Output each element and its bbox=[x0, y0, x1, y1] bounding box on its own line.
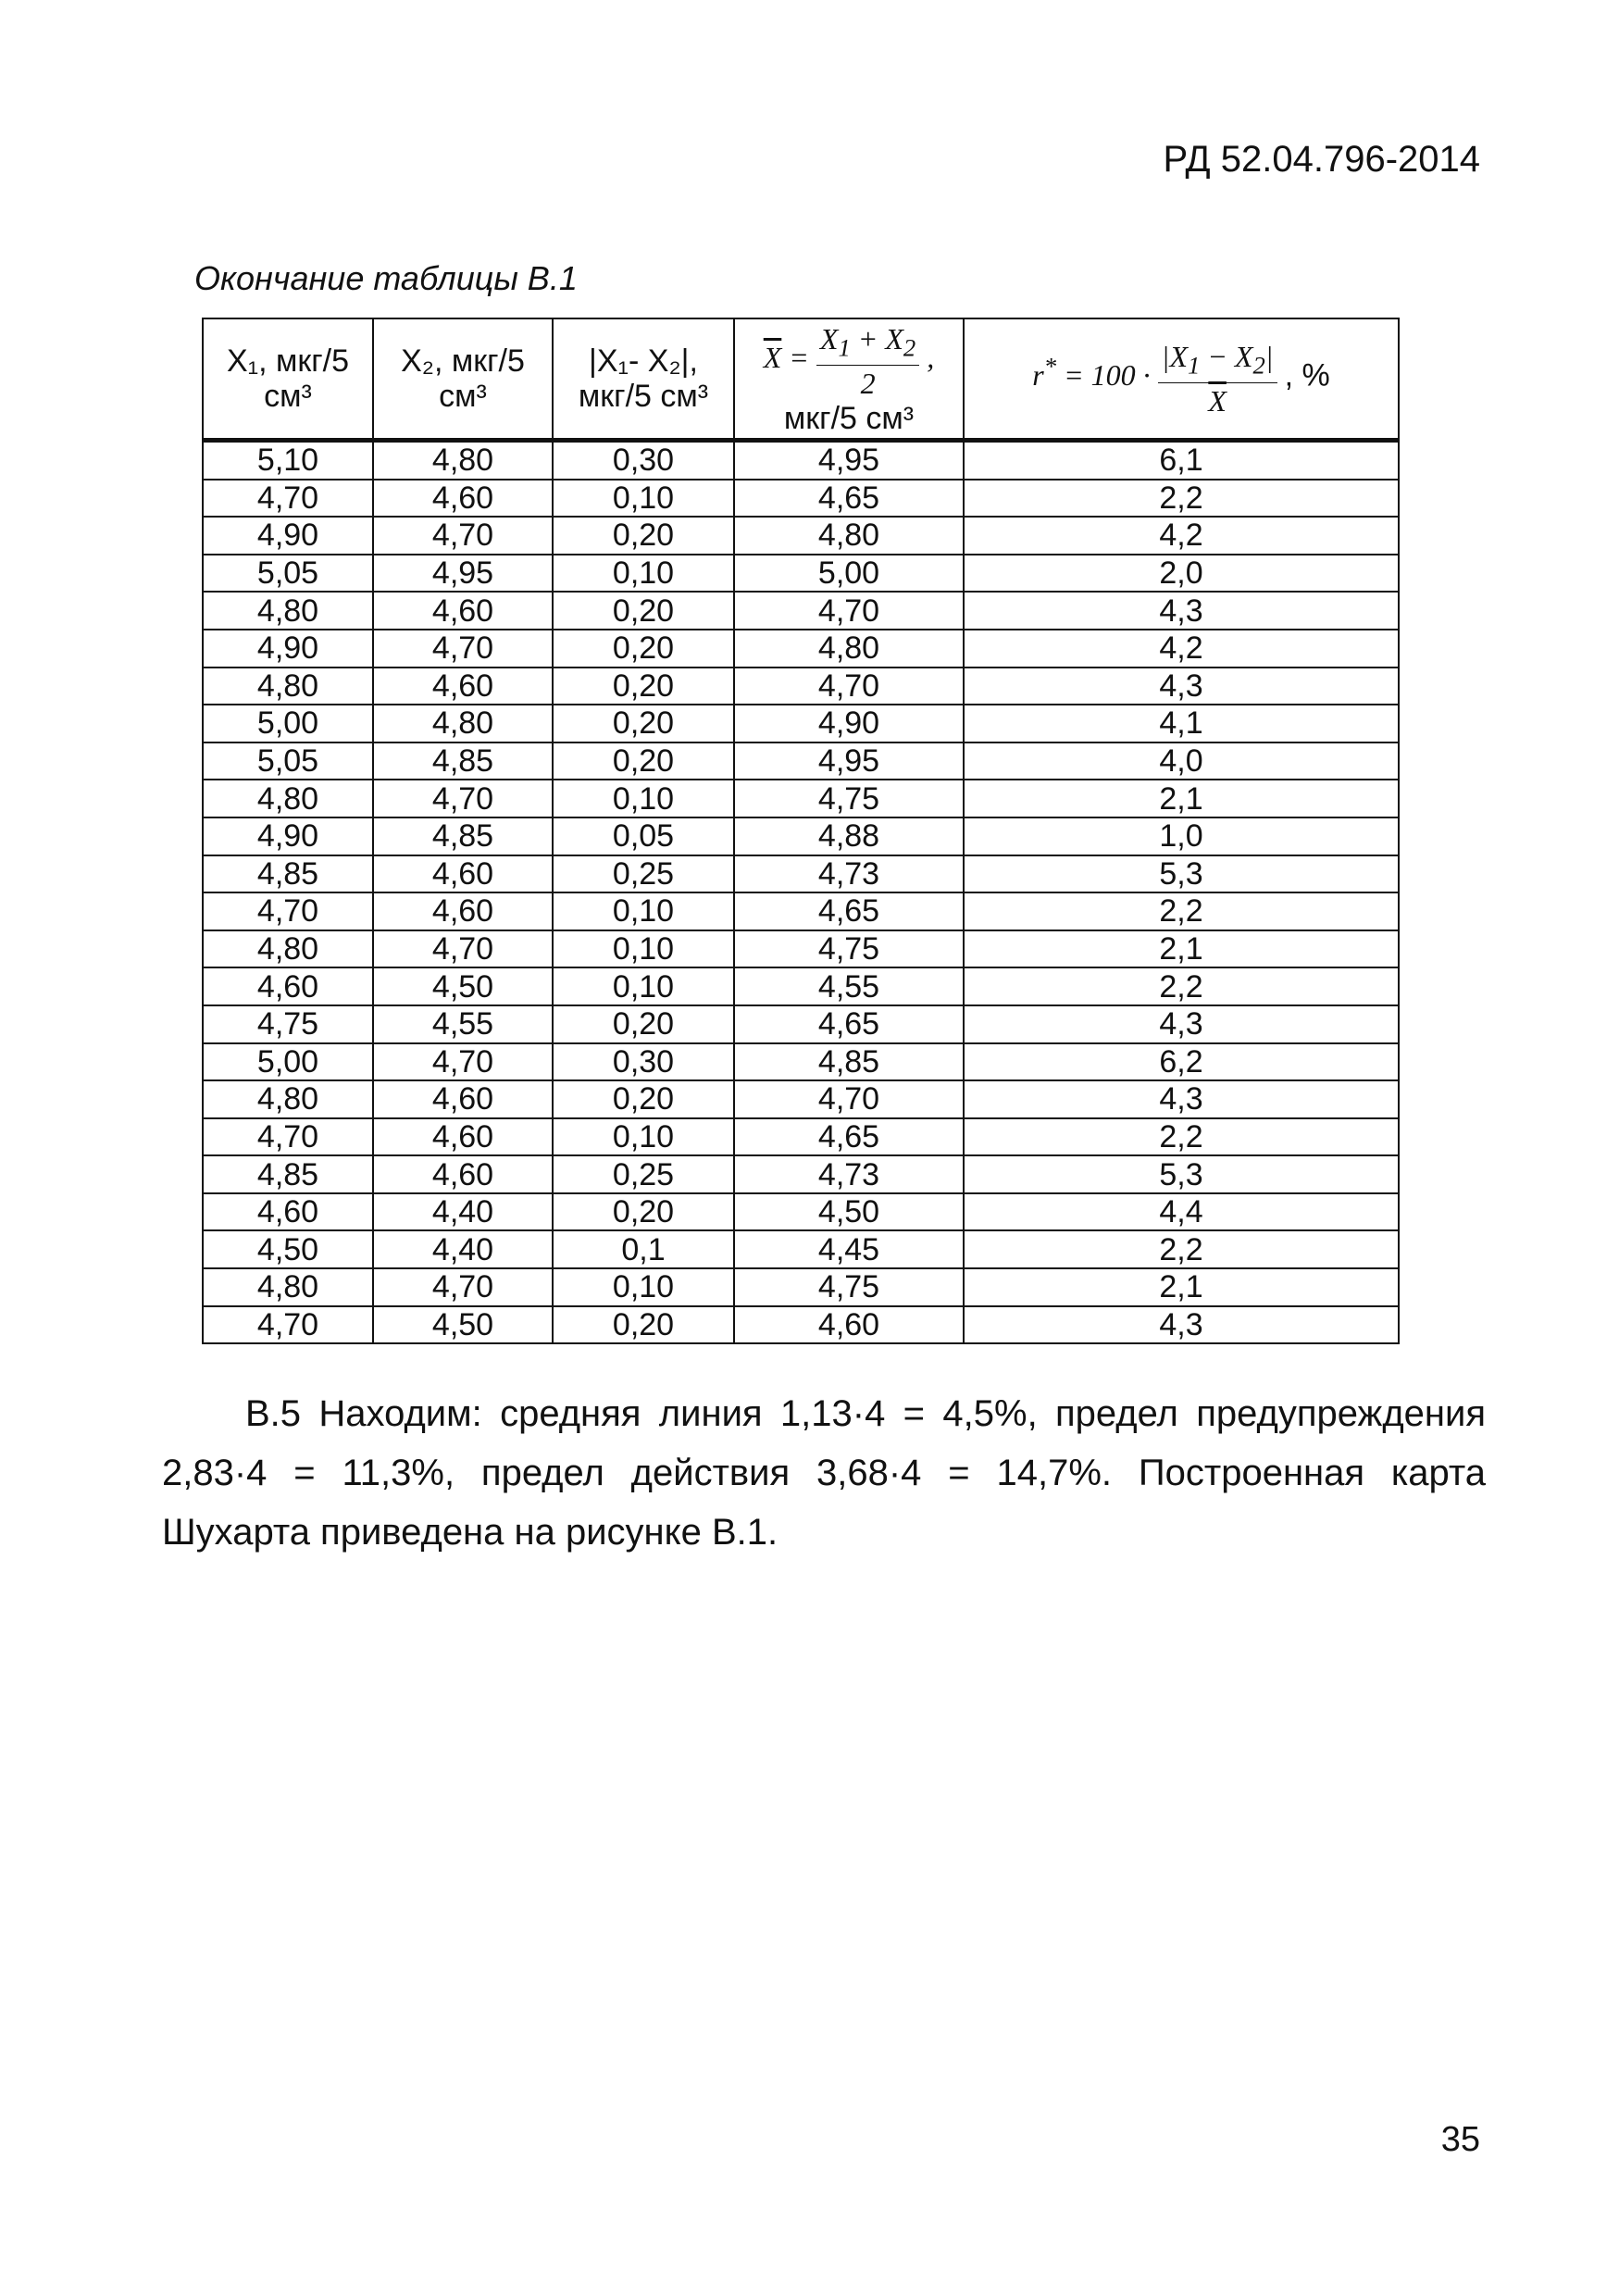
table-body bbox=[203, 441, 1399, 1344]
table-row bbox=[203, 855, 1399, 893]
header-mean bbox=[734, 318, 964, 441]
cell-diff: 0,20 bbox=[553, 1306, 734, 1344]
header-mean-unit: мкг/5 см³ bbox=[783, 401, 915, 437]
cell-x2: 4,70 bbox=[373, 630, 553, 668]
cell-x1: 4,90 bbox=[203, 817, 373, 855]
cell-x1: 4,70 bbox=[203, 1118, 373, 1156]
cell-diff: 0,10 bbox=[553, 930, 734, 968]
cell-mean: 4,73 bbox=[734, 855, 964, 893]
cell-r: 2,1 bbox=[964, 930, 1399, 968]
cell-x2: 4,50 bbox=[373, 1306, 553, 1344]
cell-x1: 4,60 bbox=[203, 967, 373, 1005]
cell-x1: 4,80 bbox=[203, 1080, 373, 1118]
data-table bbox=[202, 318, 1400, 1344]
cell-r: 4,3 bbox=[964, 592, 1399, 630]
cell-x2: 4,70 bbox=[373, 780, 553, 817]
table-row bbox=[203, 668, 1399, 705]
cell-r: 2,2 bbox=[964, 1118, 1399, 1156]
cell-x2: 4,40 bbox=[373, 1193, 553, 1231]
table-row bbox=[203, 742, 1399, 780]
cell-r: 6,1 bbox=[964, 441, 1399, 480]
cell-mean: 4,75 bbox=[734, 1268, 964, 1306]
cell-r: 4,3 bbox=[964, 668, 1399, 705]
cell-mean: 4,55 bbox=[734, 967, 964, 1005]
table-row bbox=[203, 1155, 1399, 1193]
cell-x2: 4,70 bbox=[373, 517, 553, 555]
cell-x1: 4,70 bbox=[203, 892, 373, 930]
cell-x1: 5,05 bbox=[203, 555, 373, 593]
cell-r: 4,2 bbox=[964, 517, 1399, 555]
cell-x1: 5,00 bbox=[203, 1043, 373, 1081]
cell-r: 4,1 bbox=[964, 705, 1399, 742]
cell-x2: 4,60 bbox=[373, 668, 553, 705]
cell-mean: 4,60 bbox=[734, 1306, 964, 1344]
cell-r: 2,2 bbox=[964, 480, 1399, 518]
cell-x2: 4,60 bbox=[373, 1155, 553, 1193]
cell-x2: 4,70 bbox=[373, 930, 553, 968]
cell-x1: 4,70 bbox=[203, 480, 373, 518]
header-r-unit: , % bbox=[1284, 357, 1330, 393]
cell-diff: 0,20 bbox=[553, 517, 734, 555]
header-diff: |X₁- X₂|, мкг/5 см³ bbox=[553, 318, 734, 441]
table-row bbox=[203, 1005, 1399, 1043]
table-caption: Окончание таблицы В.1 bbox=[194, 259, 578, 297]
cell-x2: 4,50 bbox=[373, 967, 553, 1005]
cell-diff: 0,25 bbox=[553, 1155, 734, 1193]
table-row bbox=[203, 1118, 1399, 1156]
cell-mean: 4,80 bbox=[734, 517, 964, 555]
cell-diff: 0,20 bbox=[553, 1005, 734, 1043]
cell-r: 2,2 bbox=[964, 892, 1399, 930]
r-formula: r* = 100 · $\frac{|X_1 - X_2|}{X}$ bbox=[1032, 358, 1284, 392]
cell-diff: 0,20 bbox=[553, 592, 734, 630]
cell-diff: 0,10 bbox=[553, 1118, 734, 1156]
cell-mean: 4,70 bbox=[734, 592, 964, 630]
cell-mean: 4,75 bbox=[734, 930, 964, 968]
cell-r: 2,0 bbox=[964, 555, 1399, 593]
cell-r: 4,2 bbox=[964, 630, 1399, 668]
cell-r: 2,2 bbox=[964, 967, 1399, 1005]
table-row bbox=[203, 930, 1399, 968]
cell-x1: 4,80 bbox=[203, 1268, 373, 1306]
header-x2: X₂, мкг/5 см³ bbox=[373, 318, 553, 441]
table-row bbox=[203, 441, 1399, 480]
cell-x2: 4,60 bbox=[373, 1118, 553, 1156]
header-r bbox=[964, 318, 1399, 441]
cell-diff: 0,10 bbox=[553, 892, 734, 930]
cell-r: 1,0 bbox=[964, 817, 1399, 855]
cell-diff: 0,10 bbox=[553, 480, 734, 518]
table-row bbox=[203, 1268, 1399, 1306]
cell-r: 5,3 bbox=[964, 1155, 1399, 1193]
cell-r: 2,2 bbox=[964, 1230, 1399, 1268]
cell-mean: 4,95 bbox=[734, 441, 964, 480]
cell-mean: 4,45 bbox=[734, 1230, 964, 1268]
cell-mean: 4,65 bbox=[734, 892, 964, 930]
cell-diff: 0,20 bbox=[553, 705, 734, 742]
cell-r: 4,0 bbox=[964, 742, 1399, 780]
cell-x1: 5,05 bbox=[203, 742, 373, 780]
cell-x2: 4,60 bbox=[373, 1080, 553, 1118]
table-row bbox=[203, 1080, 1399, 1118]
cell-mean: 5,00 bbox=[734, 555, 964, 593]
cell-x1: 4,80 bbox=[203, 930, 373, 968]
cell-x2: 4,70 bbox=[373, 1268, 553, 1306]
cell-diff: 0,25 bbox=[553, 855, 734, 893]
cell-x1: 4,70 bbox=[203, 1306, 373, 1344]
cell-r: 5,3 bbox=[964, 855, 1399, 893]
cell-r: 4,3 bbox=[964, 1306, 1399, 1344]
table-row bbox=[203, 780, 1399, 817]
cell-mean: 4,70 bbox=[734, 1080, 964, 1118]
paragraph-b5: В.5 Находим: средняя линия 1,13·4 = 4,5%, предел предупреждения 2,83·4 = 11,3%, предел действия 3,68·4 = 14,7%. Построенная карта Шухарта приведена на рисунке В.1. bbox=[162, 1393, 1486, 1553]
cell-r: 2,1 bbox=[964, 780, 1399, 817]
cell-diff: 0,10 bbox=[553, 780, 734, 817]
cell-x2: 4,60 bbox=[373, 855, 553, 893]
cell-x2: 4,80 bbox=[373, 441, 553, 480]
cell-x2: 4,80 bbox=[373, 705, 553, 742]
cell-diff: 0,05 bbox=[553, 817, 734, 855]
table-row bbox=[203, 592, 1399, 630]
cell-x2: 4,60 bbox=[373, 892, 553, 930]
cell-diff: 0,10 bbox=[553, 967, 734, 1005]
cell-diff: 0,20 bbox=[553, 742, 734, 780]
cell-x1: 4,90 bbox=[203, 517, 373, 555]
table-row bbox=[203, 892, 1399, 930]
cell-mean: 4,75 bbox=[734, 780, 964, 817]
table-row bbox=[203, 967, 1399, 1005]
table-row bbox=[203, 480, 1399, 518]
document-code: РД 52.04.796-2014 bbox=[1163, 139, 1480, 180]
cell-x1: 4,80 bbox=[203, 668, 373, 705]
header-x1: X₁, мкг/5 см³ bbox=[203, 318, 373, 441]
cell-diff: 0,1 bbox=[553, 1230, 734, 1268]
cell-r: 6,2 bbox=[964, 1043, 1399, 1081]
table-row bbox=[203, 1306, 1399, 1344]
cell-diff: 0,20 bbox=[553, 1080, 734, 1118]
cell-mean: 4,80 bbox=[734, 630, 964, 668]
cell-r: 4,3 bbox=[964, 1080, 1399, 1118]
cell-r: 4,3 bbox=[964, 1005, 1399, 1043]
cell-mean: 4,88 bbox=[734, 817, 964, 855]
table-header-row bbox=[203, 318, 1399, 441]
table-row bbox=[203, 817, 1399, 855]
cell-diff: 0,30 bbox=[553, 1043, 734, 1081]
table-row bbox=[203, 705, 1399, 742]
cell-x2: 4,60 bbox=[373, 480, 553, 518]
cell-x2: 4,70 bbox=[373, 1043, 553, 1081]
page-number: 35 bbox=[1440, 2120, 1480, 2159]
cell-mean: 4,50 bbox=[734, 1193, 964, 1231]
cell-diff: 0,20 bbox=[553, 630, 734, 668]
cell-x1: 4,90 bbox=[203, 630, 373, 668]
cell-x2: 4,85 bbox=[373, 742, 553, 780]
cell-x2: 4,40 bbox=[373, 1230, 553, 1268]
cell-diff: 0,20 bbox=[553, 668, 734, 705]
cell-x1: 4,80 bbox=[203, 592, 373, 630]
cell-x1: 4,85 bbox=[203, 855, 373, 893]
cell-diff: 0,10 bbox=[553, 555, 734, 593]
table-row bbox=[203, 517, 1399, 555]
cell-x2: 4,60 bbox=[373, 592, 553, 630]
cell-r: 2,1 bbox=[964, 1268, 1399, 1306]
cell-mean: 4,65 bbox=[734, 1005, 964, 1043]
cell-r: 4,4 bbox=[964, 1193, 1399, 1231]
table-row bbox=[203, 1230, 1399, 1268]
cell-x1: 5,00 bbox=[203, 705, 373, 742]
cell-mean: 4,65 bbox=[734, 480, 964, 518]
cell-x1: 4,80 bbox=[203, 780, 373, 817]
cell-x2: 4,95 bbox=[373, 555, 553, 593]
cell-diff: 0,30 bbox=[553, 441, 734, 480]
cell-x1: 4,50 bbox=[203, 1230, 373, 1268]
cell-mean: 4,85 bbox=[734, 1043, 964, 1081]
cell-x1: 4,75 bbox=[203, 1005, 373, 1043]
cell-mean: 4,73 bbox=[734, 1155, 964, 1193]
cell-x1: 4,85 bbox=[203, 1155, 373, 1193]
cell-mean: 4,65 bbox=[734, 1118, 964, 1156]
table-row bbox=[203, 555, 1399, 593]
cell-x1: 4,60 bbox=[203, 1193, 373, 1231]
cell-diff: 0,10 bbox=[553, 1268, 734, 1306]
mean-formula: $\overline{X}$ = $\frac{X_1 + X_2}{2}$ , bbox=[763, 321, 935, 401]
table-row bbox=[203, 1043, 1399, 1081]
cell-x2: 4,85 bbox=[373, 817, 553, 855]
table-row bbox=[203, 630, 1399, 668]
cell-diff: 0,20 bbox=[553, 1193, 734, 1231]
cell-mean: 4,95 bbox=[734, 742, 964, 780]
cell-mean: 4,90 bbox=[734, 705, 964, 742]
cell-x1: 5,10 bbox=[203, 441, 373, 480]
table-row bbox=[203, 1193, 1399, 1231]
cell-x2: 4,55 bbox=[373, 1005, 553, 1043]
cell-mean: 4,70 bbox=[734, 668, 964, 705]
